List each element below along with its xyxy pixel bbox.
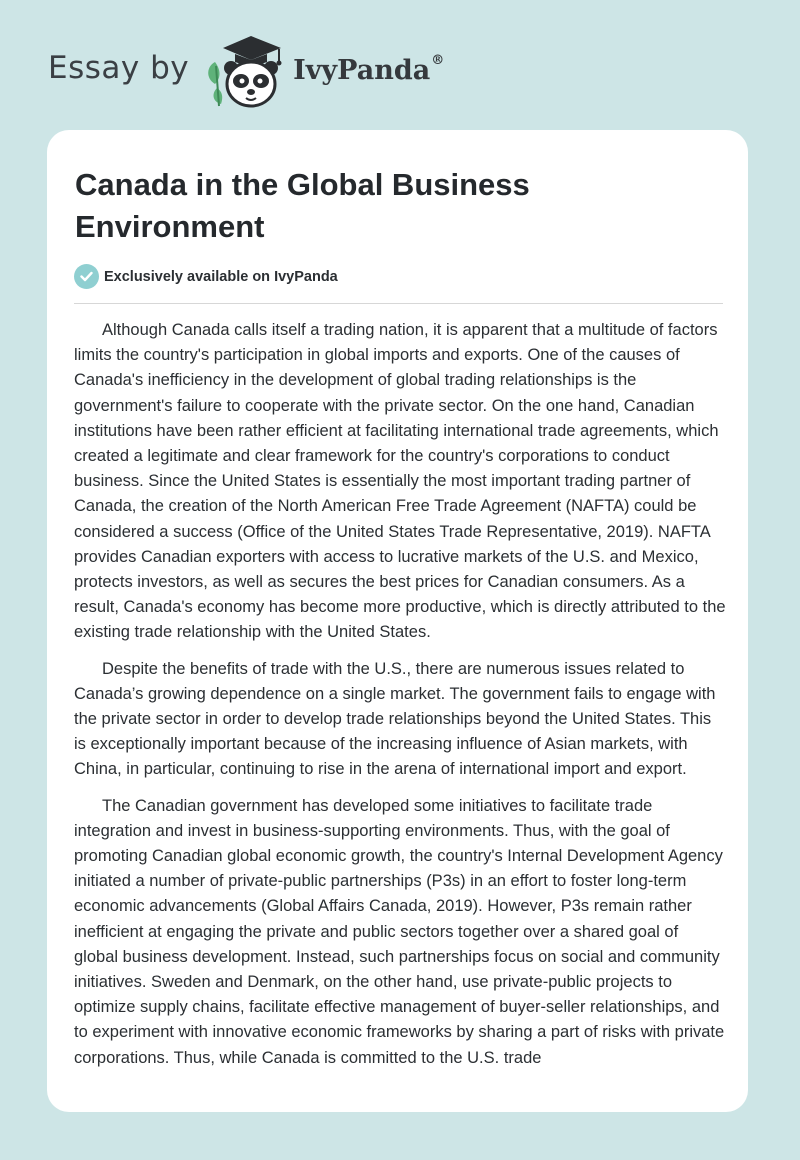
exclusive-badge-label: Exclusively available on IvyPanda <box>104 268 338 285</box>
trademark-symbol: ® <box>431 52 445 68</box>
essay-paragraph: Although Canada calls itself a trading nation, it is apparent that a multitude of factors limits the country's participation in global imports and exports. One of the causes of Canada's inefficiency in the development of global trading relationships is the government's failure to cooperate with the private sector. On the one hand, Canadian institutions have been rather efficient at facilitating international trade agreements, which created a legitimate and clear framework for the country's corporations to conduct business. Since the United States is essentially the most important trading partner of Canada, the creation of the North American Free Trade Agreement (NAFTA) could be considered a success (Office of the United States Trade Representative, 2019). NAFTA provides Canadian exporters with access to lucrative markets of the U.S. and Mexico, protects investors, as well as secures the best prices for Canadian consumers. As a result, Canada's economy has become more productive, which is directly attributed to the existing trade relationship with the United States. <box>74 321 726 642</box>
essay-card <box>47 130 748 1112</box>
exclusive-badge <box>74 264 338 289</box>
essay-title: Canada in the Global Business Environment <box>75 167 530 244</box>
essay-by-label: Essay by <box>48 50 190 86</box>
essay-body <box>74 318 726 1082</box>
essay-paragraph: The Canadian government has developed some initiatives to facilitate trade integration and invest in business-supporting environments. Thus, with the goal of promoting Canadian global economic growth, the country's Internal Development Agency initiated a number of private-public partnerships (P3s) in an effort to foster long-term economic advancements (Global Affairs Canada, 2019). However, P3s remain rather inefficient at engaging the private and public sectors together over a shared goal of global business development. Instead, such partnerships focus on social and community initiatives. Sweden and Denmark, on the other hand, use private-public projects to optimize supply chains, facilitate effective management of buyer-seller relationships, and to experiment with innovative economic frameworks by sharing a part of risks with private corporations. Thus, while Canada is committed to the U.S. trade <box>74 796 725 1067</box>
brand-name[interactable]: IvyPanda® <box>293 52 445 86</box>
site-header <box>48 32 444 112</box>
check-circle-icon <box>74 264 99 289</box>
panda-graduate-logo-icon[interactable] <box>201 32 291 112</box>
divider <box>74 303 723 304</box>
essay-paragraph: Despite the benefits of trade with the U.S., there are numerous issues related to Canada’s growing dependence on a single market. The government fails to engage with the private sector in order to develop trade relationships beyond the United States. This is exceptionally important because of the increasing influence of Asian markets, with China, in particular, continuing to rise in the arena of international import and export. <box>74 659 716 779</box>
